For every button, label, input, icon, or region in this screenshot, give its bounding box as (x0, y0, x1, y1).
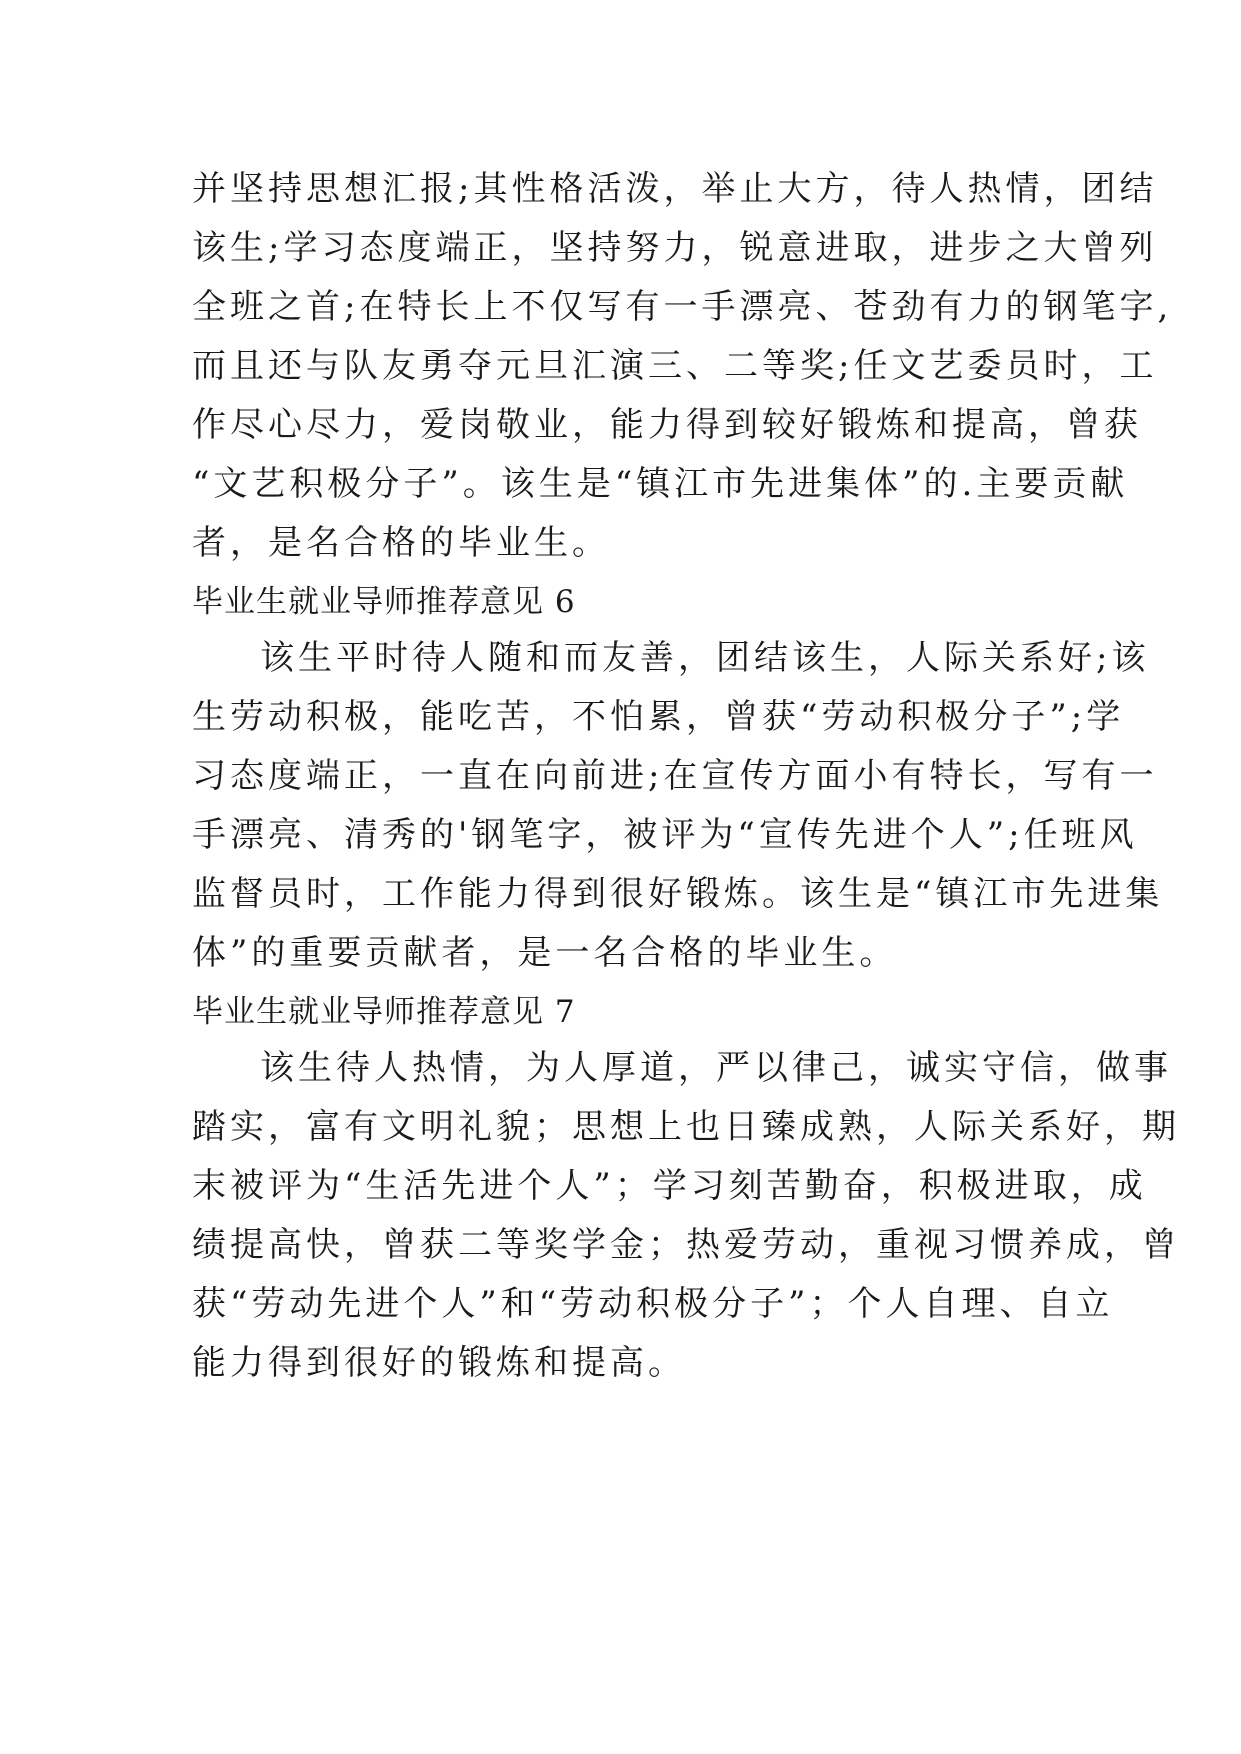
paragraph-line: 生劳动积极，能吃苦，不怕累，曾获“劳动积极分子”;学 (192, 697, 1125, 737)
section-heading: 毕业生就业导师推荐意见 7 (192, 994, 576, 1030)
paragraph-line: 末被评为“生活先进个人”；学习刻苦勤奋，积极进取，成 (192, 1166, 1147, 1206)
paragraph-line: “文艺积极分子”。该生是“镇江市先进集体”的.主要贡献 (192, 464, 1129, 504)
paragraph-line: 手漂亮、清秀的'钢笔字，被评为“宣传先进个人”;任班风 (192, 815, 1138, 855)
intro-paragraph (192, 160, 1173, 573)
paragraph-line: 绩提高快，曾获二等奖学金；热爱劳动，重视习惯养成，曾 (192, 1225, 1180, 1265)
document-body (192, 160, 1180, 1393)
paragraph-line: 能力得到很好的锻炼和提高。 (192, 1343, 686, 1383)
paragraph-line: 而且还与队友勇夺元旦汇演三、二等奖;任文艺委员时，工 (192, 346, 1158, 386)
paragraph-line: 该生平时待人随和而友善，团结该生，人际关系好;该 (260, 638, 1150, 678)
section-heading: 毕业生就业导师推荐意见 6 (192, 584, 576, 620)
paragraph-line: 体”的重要贡献者，是一名合格的毕业生。 (192, 933, 898, 973)
paragraph-line: 习态度端正，一直在向前进;在宣传方面小有特长，写有一 (192, 756, 1158, 796)
paragraph-line: 监督员时，工作能力得到很好锻炼。该生是“镇江市先进集 (192, 874, 1164, 914)
paragraph-line: 并坚持思想汇报;其性格活泼，举止大方，待人热情，团结 (192, 169, 1158, 209)
section-6 (192, 575, 1164, 983)
paragraph-line: 获“劳动先进个人”和“劳动积极分子”；个人自理、自立 (192, 1284, 1114, 1324)
paragraph-line: 作尽心尽力，爱岗敬业，能力得到较好锻炼和提高，曾获 (192, 405, 1142, 445)
paragraph-line: 踏实，富有文明礼貌；思想上也日臻成熟，人际关系好，期 (192, 1107, 1180, 1147)
paragraph-line: 全班之首;在特长上不仅写有一手漂亮、苍劲有力的钢笔字, (192, 287, 1173, 327)
paragraph-line: 该生待人热情，为人厚道，严以律己，诚实守信，做事 (260, 1048, 1172, 1088)
section-7 (192, 985, 1180, 1393)
paragraph-line: 者，是名合格的毕业生。 (192, 523, 610, 563)
paragraph-line: 该生;学习态度端正，坚持努力，锐意进取，进步之大曾列 (192, 228, 1158, 268)
